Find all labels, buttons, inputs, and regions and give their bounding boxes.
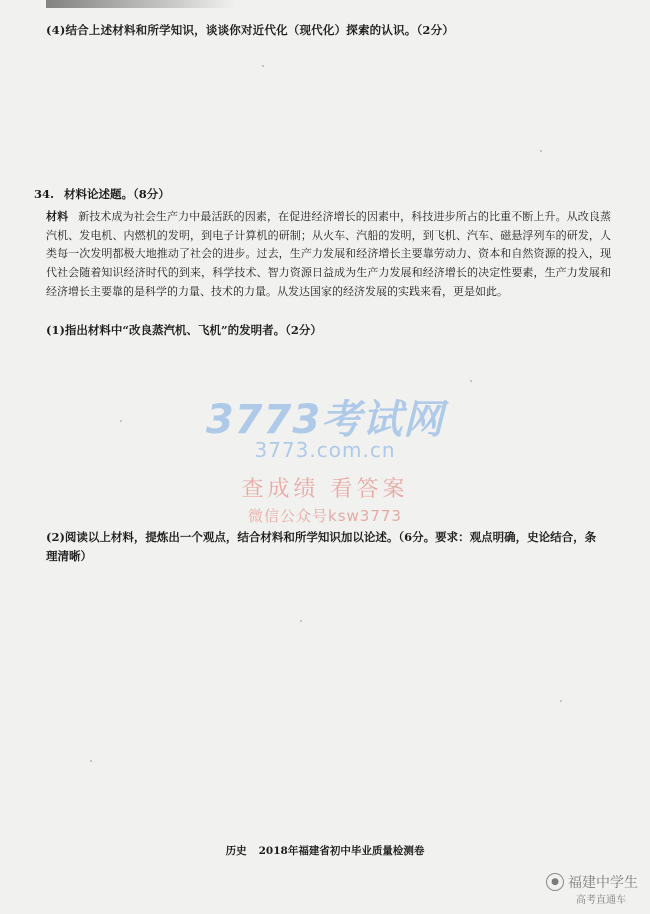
cropped-text-remnant [46, 0, 236, 8]
watermark-wechat: 微信公众号ksw3773 [248, 507, 402, 525]
watermark-url: 3773.com.cn [254, 438, 396, 462]
scan-speck [470, 380, 472, 382]
footer-subject: 历史 [225, 845, 247, 857]
scan-speck [262, 65, 264, 67]
wechat-icon: ● [546, 873, 564, 891]
scan-speck [560, 700, 562, 702]
material-label: 材料 [46, 210, 69, 223]
material-text: 新技术成为社会生产力中最活跃的因素，在促进经济增长的因素中，科技进步所占的比重不断上升。从改良蒸汽机、发电机、内燃机的发明，到电子计算机的研制；从火车、汽船的发明，到飞机、汽车、磁悬浮列车的研发，人类每一次发明都极大地推动了社会的进步。过去，生产力发展和经济增长主要靠劳动力、资本和自然资源的投入，现代社会随着知识经济时代的到来，科学技术、智力资源日益成为生产力发展和经济增长的决定性要素，生产力发展和经济增长主要靠的是科学的力量、技术的力量。从发达国家的经济发展的实践来看，更是如此。 [46, 210, 612, 298]
badge-subtitle: 高考直通车 [576, 895, 626, 906]
watermark-cta: 查成绩 看答案 [241, 477, 409, 502]
footer-exam-title: 2018年福建省初中毕业质量检测卷 [258, 845, 425, 857]
badge-name: 福建中学生 [568, 875, 638, 891]
question-4: (4)结合上述材料和所学知识，谈谈你对近代化（现代化）探索的认识。（2分） [46, 23, 455, 37]
scan-speck [90, 760, 92, 762]
scan-speck [120, 420, 122, 422]
source-badge [546, 872, 638, 892]
material-paragraph [46, 208, 611, 302]
sub-question-1: (1)指出材料中“改良蒸汽机、飞机”的发明者。（2分） [46, 323, 322, 337]
scan-speck [300, 620, 302, 622]
question-number: 34. [34, 187, 55, 201]
watermark-logo: 3773考试网 [205, 397, 445, 443]
question-34-header [34, 186, 170, 202]
scan-speck [540, 150, 542, 152]
page-footer [0, 843, 650, 858]
question-title: 材料论述题。（8分） [64, 187, 170, 201]
sub-question-2: (2)阅读以上材料，提炼出一个观点，结合材料和所学知识加以论述。（6分。要求：观点明确，史论结合，条理清晰） [46, 530, 597, 563]
